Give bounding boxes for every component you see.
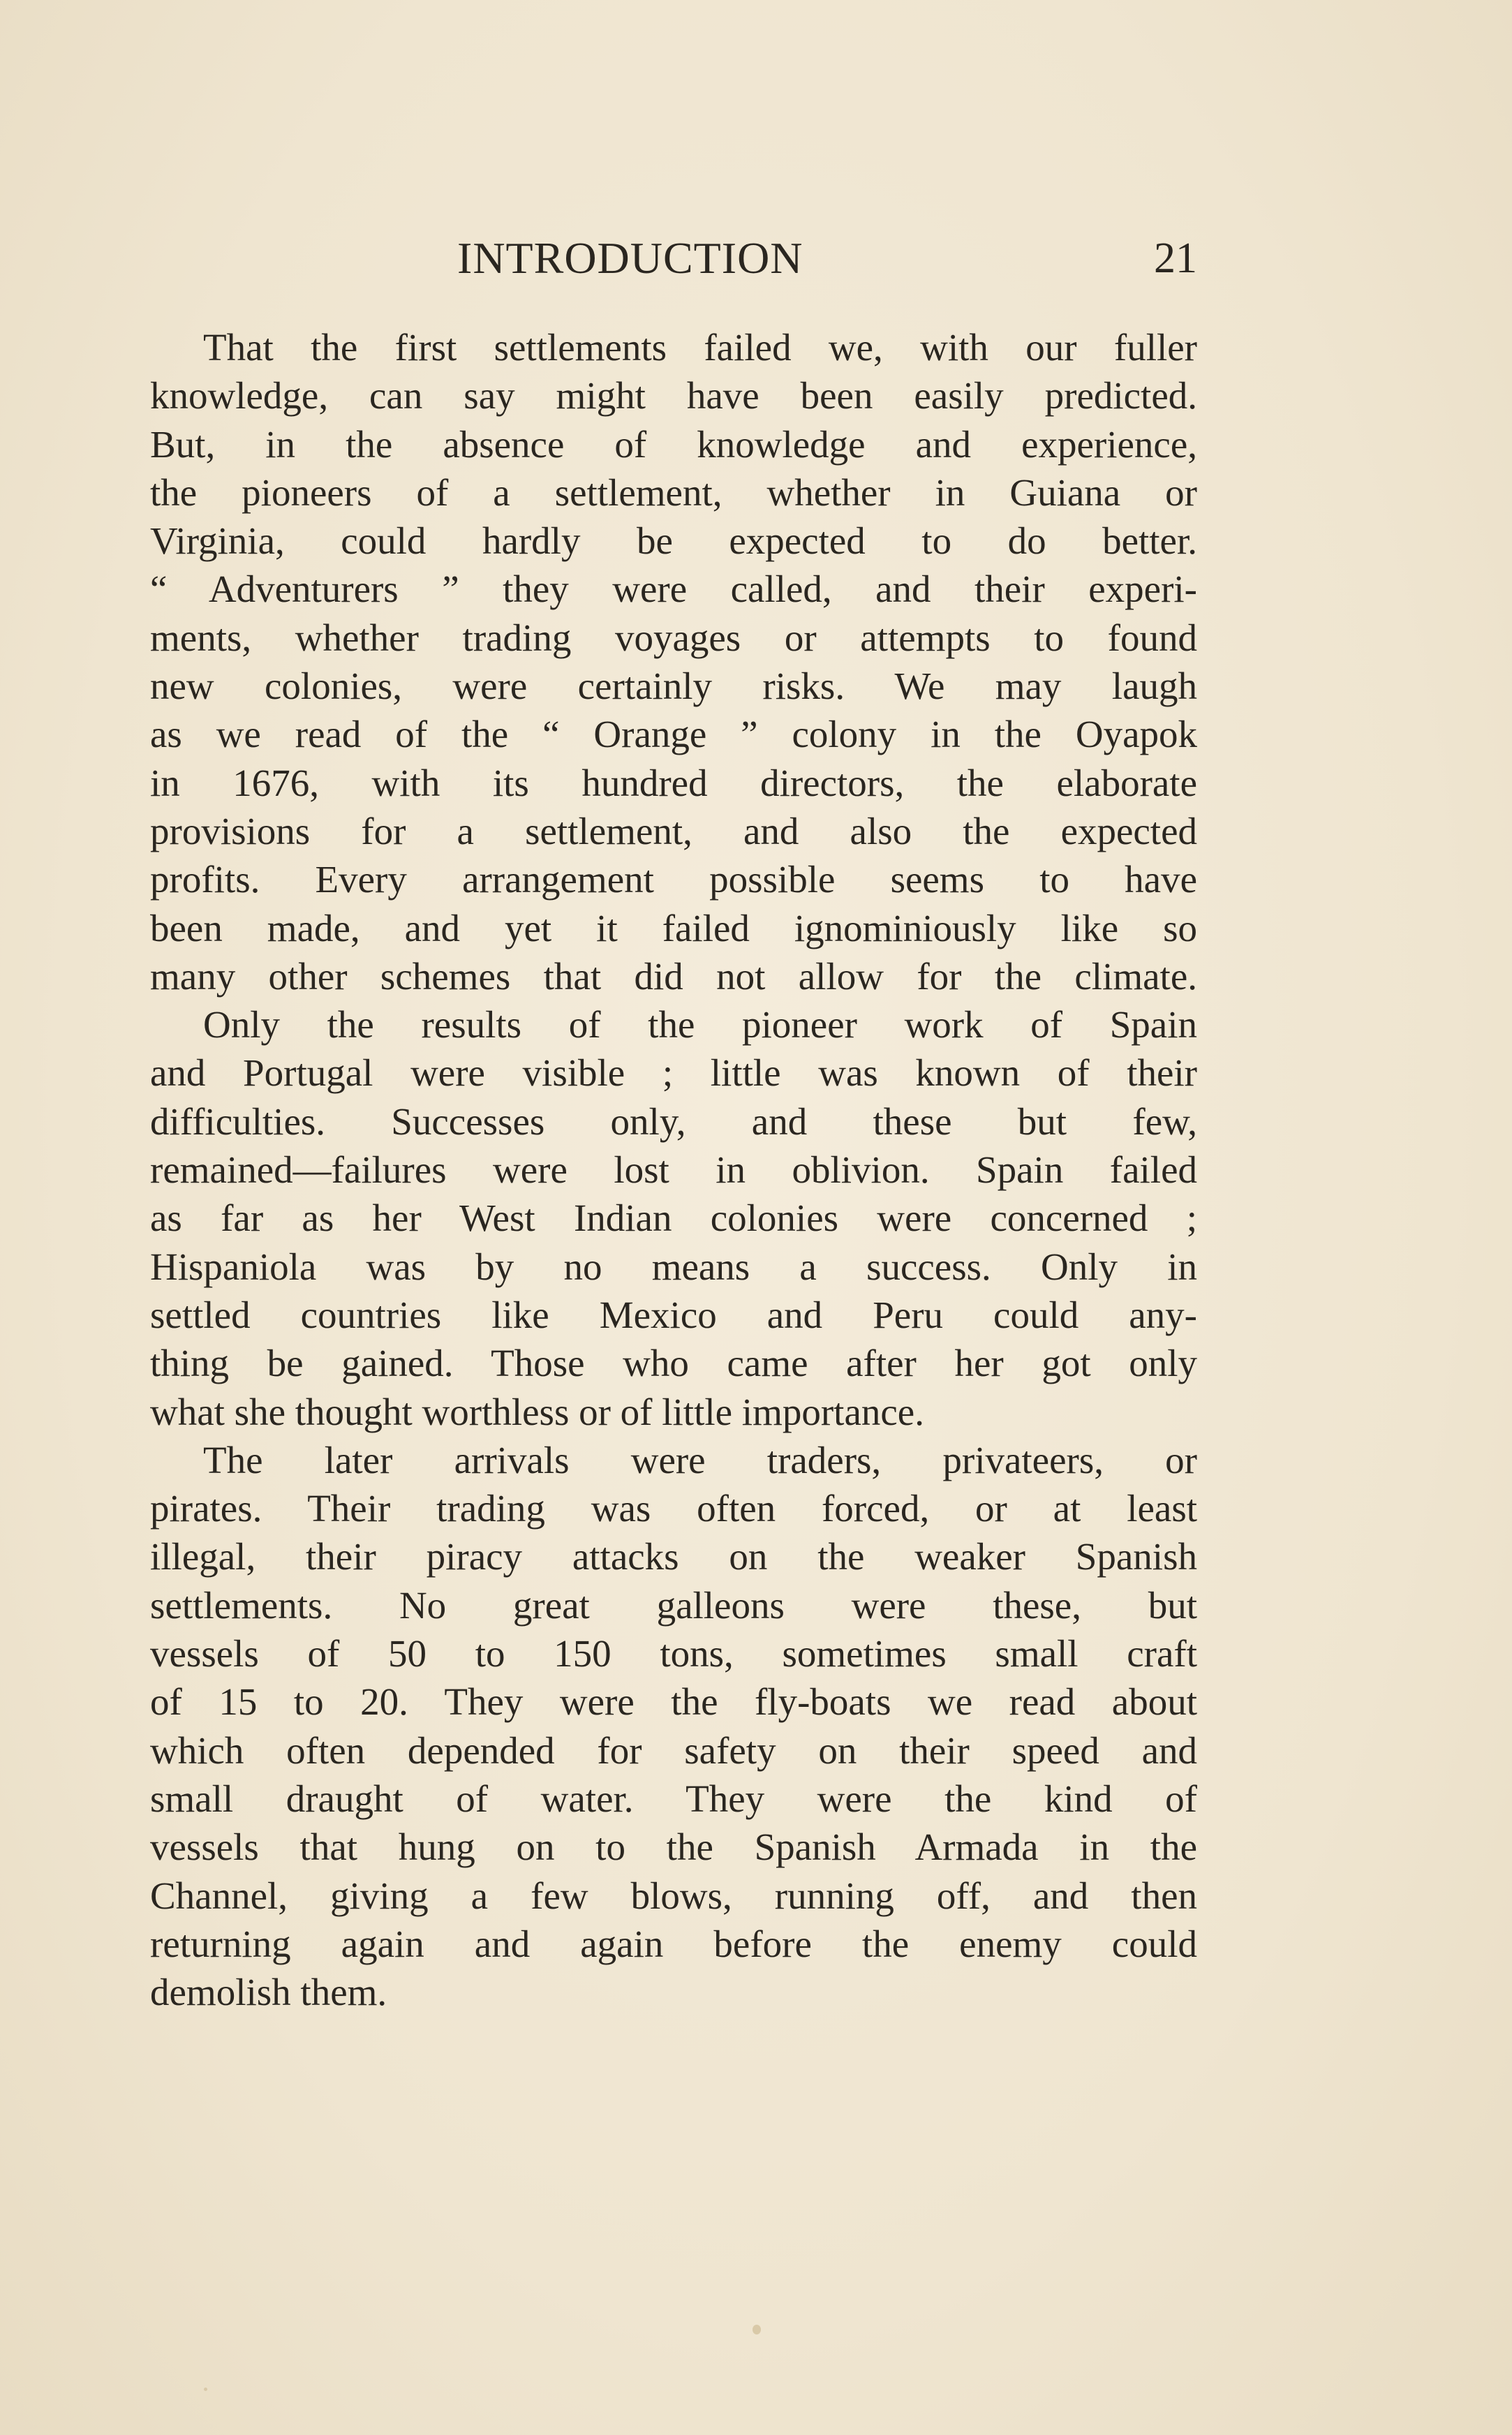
body-text (150, 323, 1197, 2016)
text-line: remained—failures were lost in oblivion. Spain failed (150, 1148, 1197, 1192)
text-line: as far as her West Indian colonies were concerned ; (150, 1197, 1197, 1240)
page-header (150, 227, 1197, 290)
text-line: been made, and yet it failed ignominiously like so (150, 906, 1197, 949)
paper-speck (753, 2325, 761, 2334)
text-line: provisions for a settlement, and also the expected (150, 809, 1197, 852)
paragraph (150, 1436, 1197, 2017)
text-line: as we read of the “ Orange ” colony in the Oyapok (150, 713, 1197, 756)
text-line: difficulties. Successes only, and these but few, (150, 1100, 1197, 1143)
paragraph (150, 1000, 1197, 1436)
text-line: profits. Every arrangement possible seems to have (150, 858, 1197, 901)
text-line: thing be gained. Those who came after her got only (150, 1342, 1197, 1385)
text-line: ments, whether trading voyages or attempts to found (150, 616, 1197, 659)
text-line: of 15 to 20. They were the fly-boats we read about (150, 1680, 1197, 1724)
text-line: demolish them. (150, 1971, 387, 2014)
text-line: pirates. Their trading was often forced, or at least (150, 1487, 1197, 1530)
text-line: vessels that hung on to the Spanish Armada in the (150, 1826, 1197, 1869)
text-line: what she thought worthless or of little importance. (150, 1390, 924, 1433)
text-line: the pioneers of a settlement, whether in Guiana or (150, 471, 1197, 514)
text-line: illegal, their piracy attacks on the weaker Spanish (150, 1535, 1197, 1578)
text-line: Only the results of the pioneer work of Spain (203, 1003, 1197, 1046)
text-line: “ Adventurers ” they were called, and their experi- (150, 568, 1197, 611)
text-line: new colonies, were certainly risks. We may laugh (150, 665, 1197, 708)
text-line: Hispaniola was by no means a success. Only in (150, 1245, 1197, 1288)
text-line: knowledge, can say might have been easily predicted. (150, 374, 1197, 417)
text-line: But, in the absence of knowledge and experience, (150, 422, 1197, 466)
text-line: vessels of 50 to 150 tons, sometimes small craft (150, 1632, 1197, 1675)
paper-speck (204, 2388, 207, 2391)
text-line: The later arrivals were traders, privateers, or (203, 1438, 1197, 1481)
text-line: many other schemes that did not allow for the climate. (150, 954, 1197, 998)
text-line: settled countries like Mexico and Peru could any- (150, 1293, 1197, 1336)
page-number: 21 (1154, 235, 1197, 282)
text-line: and Portugal were visible ; little was known of their (150, 1051, 1197, 1095)
text-line: Virginia, could hardly be expected to do better. (150, 519, 1197, 563)
paragraph (150, 323, 1197, 1000)
text-line: settlements. No great galleons were these, but (150, 1583, 1197, 1627)
text-line: in 1676, with its hundred directors, the elaborate (150, 761, 1197, 804)
text-line: which often depended for safety on their speed and (150, 1729, 1197, 1772)
text-line: returning again and again before the enemy could (150, 1922, 1197, 1965)
text-line: small draught of water. They were the kind of (150, 1777, 1197, 1820)
text-line: Channel, giving a few blows, running off, and then (150, 1874, 1197, 1917)
text-line: That the first settlements failed we, with our fuller (203, 326, 1197, 369)
running-head: INTRODUCTION (457, 233, 803, 283)
